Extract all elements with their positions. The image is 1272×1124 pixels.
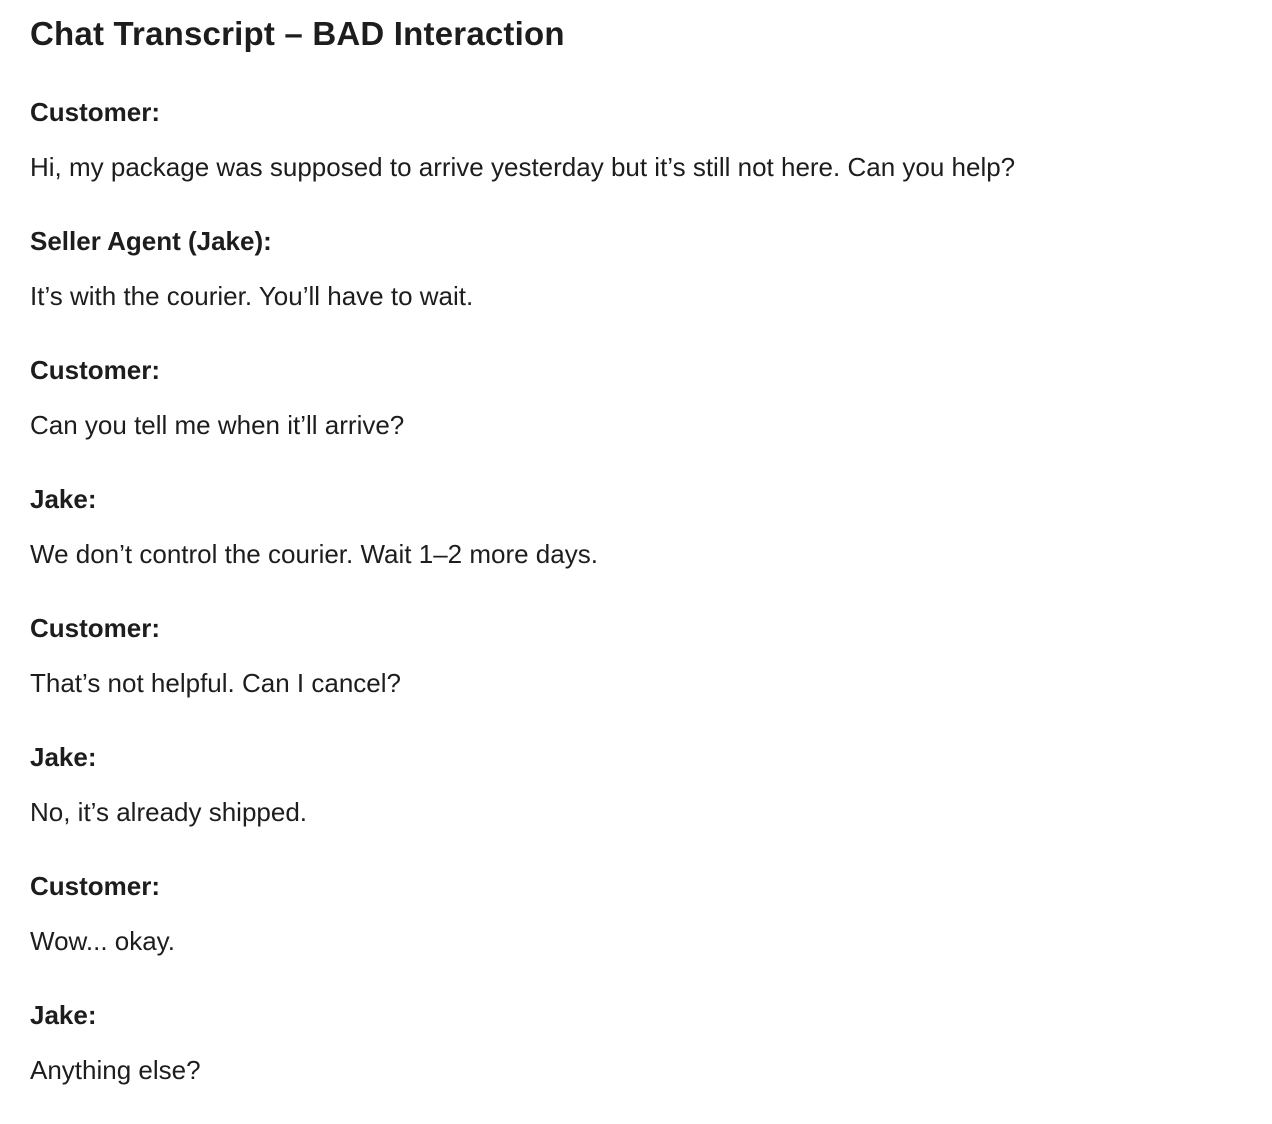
transcript-turn xyxy=(30,999,1242,1087)
message-text: Hi, my package was supposed to arrive yesterday but it’s still not here. Can you help? xyxy=(30,152,1016,182)
speaker-label: Jake: xyxy=(30,484,97,514)
transcript-turn xyxy=(30,225,1242,313)
transcript-turn xyxy=(30,483,1242,571)
message-text: It’s with the courier. You’ll have to wait. xyxy=(30,281,474,311)
speaker-label: Customer: xyxy=(30,613,161,643)
transcript-turn xyxy=(30,96,1242,184)
message-text: Wow... okay. xyxy=(30,926,175,956)
transcript-turn xyxy=(30,870,1242,958)
transcript-turns xyxy=(30,96,1242,1087)
message-text: No, it’s already shipped. xyxy=(30,797,308,827)
page-title: Chat Transcript – BAD Interaction xyxy=(30,15,565,52)
message-text: We don’t control the courier. Wait 1–2 more days. xyxy=(30,539,598,569)
speaker-label: Jake: xyxy=(30,742,97,772)
transcript-turn xyxy=(30,741,1242,829)
speaker-label: Jake: xyxy=(30,1000,97,1030)
message-text: That’s not helpful. Can I cancel? xyxy=(30,668,401,698)
transcript-turn xyxy=(30,354,1242,442)
transcript-turn xyxy=(30,612,1242,700)
speaker-label: Customer: xyxy=(30,355,161,385)
message-text: Can you tell me when it’ll arrive? xyxy=(30,410,405,440)
speaker-label: Seller Agent (Jake): xyxy=(30,226,272,256)
speaker-label: Customer: xyxy=(30,97,161,127)
message-text: Anything else? xyxy=(30,1055,201,1085)
transcript-document xyxy=(30,14,1242,1087)
speaker-label: Customer: xyxy=(30,871,161,901)
